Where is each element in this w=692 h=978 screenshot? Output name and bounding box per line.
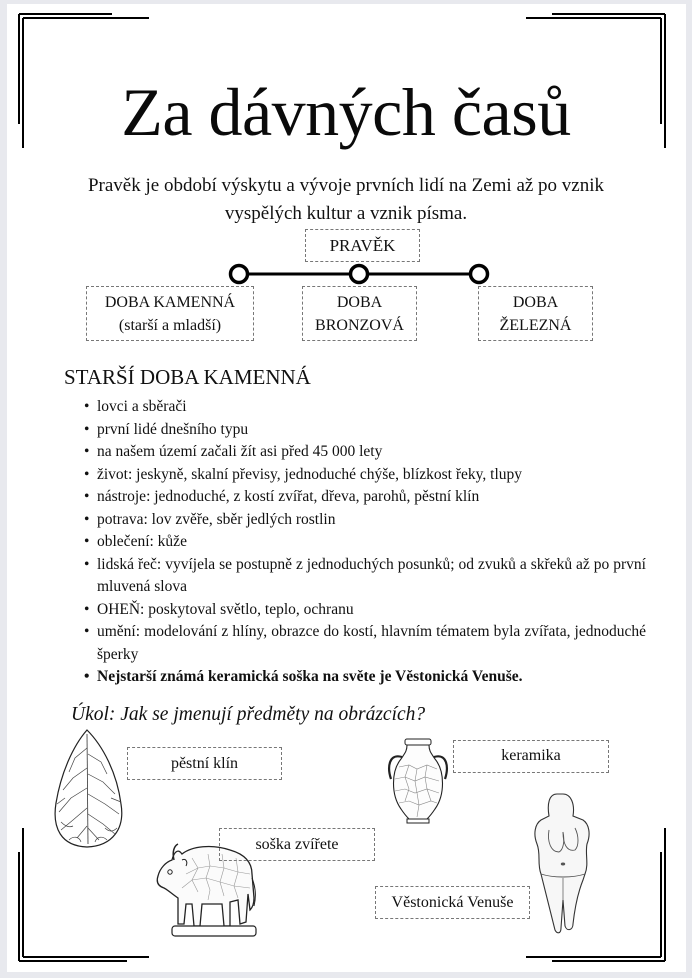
period-subtitle: BRONZOVÁ bbox=[315, 317, 404, 334]
hand-axe-image bbox=[51, 728, 127, 855]
timeline-node-bronze bbox=[351, 266, 368, 283]
section-heading: STARŠÍ DOBA KAMENNÁ bbox=[64, 365, 311, 389]
task-prompt: Úkol: Jak se jmenují předměty na obrázcích? bbox=[71, 704, 426, 725]
timeline-root-box bbox=[305, 229, 420, 262]
intro-paragraph: Pravěk je období výskytu a vývoje prvních lidí na Zemi až po vznik vyspělých kultur a vznik písma. bbox=[87, 175, 605, 224]
answer-box-ceramics bbox=[453, 740, 609, 773]
period-subtitle: (starší a mladší) bbox=[118, 317, 222, 334]
answer-label: pěstní klín bbox=[170, 755, 239, 772]
answer-label: Věstonická Venuše bbox=[391, 894, 514, 911]
ceramic-vase-image bbox=[385, 737, 451, 830]
period-title: DOBA bbox=[512, 294, 559, 311]
fact-item: • potrava: lov zvěře, sběr jedlých rostlin bbox=[80, 509, 646, 532]
answer-box-venus bbox=[375, 886, 530, 919]
fact-item: • lovci a sběrači bbox=[80, 396, 646, 419]
timeline-node-stone bbox=[231, 266, 248, 283]
fact-item: • OHEŇ: poskytoval světlo, teplo, ochranu bbox=[80, 599, 646, 622]
fact-item: • oblečení: kůže bbox=[80, 531, 646, 554]
period-box-stone-age bbox=[86, 286, 254, 341]
fact-item: • první lidé dnešního typu bbox=[80, 419, 646, 442]
answer-box-animal-figurine bbox=[219, 828, 375, 861]
period-box-bronze-age bbox=[302, 286, 417, 341]
facts-list bbox=[80, 396, 646, 689]
answer-box-hand-axe bbox=[127, 747, 282, 780]
venus-figurine-image bbox=[527, 790, 597, 941]
answer-label: soška zvířete bbox=[255, 836, 339, 853]
fact-item: • život: jeskyně, skalní převisy, jednoduché chýše, blízkost řeky, tlupy bbox=[80, 464, 646, 487]
answer-label: keramika bbox=[501, 747, 561, 764]
fact-item: • na našem území začali žít asi před 45 000 lety bbox=[80, 441, 646, 464]
page-title: Za dávných časů bbox=[121, 74, 571, 150]
timeline-node-iron bbox=[471, 266, 488, 283]
period-title: DOBA bbox=[336, 294, 383, 311]
timeline-root-label: PRAVĚK bbox=[329, 236, 396, 255]
period-subtitle: ŽELEZNÁ bbox=[499, 317, 572, 334]
fact-item: • nástroje: jednoduché, z kostí zvířat, dřeva, parohů, pěstní klín bbox=[80, 486, 646, 509]
fact-item: • lidská řeč: vyvíjela se postupně z jednoduchých posunků; od zvuků a skřeků až po první mluvená slova bbox=[80, 554, 646, 599]
fact-item: • umění: modelování z hlíny, obrazce do kostí, hlavním tématem byla zvířata, jednoduché šperky bbox=[80, 621, 646, 666]
period-title: DOBA KAMENNÁ bbox=[104, 294, 236, 311]
fact-item-highlight: • Nejstarší známá keramická soška na světe je Věstonická Venuše. bbox=[80, 666, 646, 689]
period-box-iron-age bbox=[478, 286, 593, 341]
